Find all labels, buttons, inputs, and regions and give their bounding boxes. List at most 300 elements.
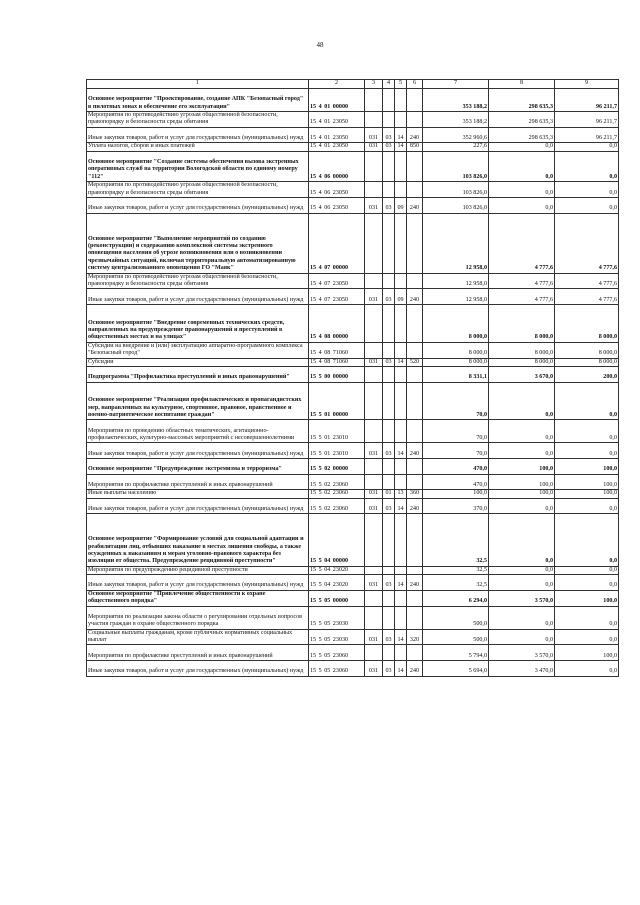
section-code: 03 (383, 443, 395, 459)
amount-year-2: 100,0 (489, 474, 555, 490)
amount-year-3: 0,0 (555, 575, 619, 591)
subsection-code (395, 342, 407, 358)
expense-type-code (407, 342, 423, 358)
amount-year-1: 70,0 (423, 420, 489, 443)
table-row (87, 645, 619, 661)
row-name: Социальные выплаты гражданам, кроме публичных нормативных социальных выплат (87, 629, 309, 645)
ministry-code (365, 514, 383, 567)
row-name: Иные закупки товаров, работ и услуг для государственных (муниципальных) нужд (87, 498, 309, 514)
row-name: Мероприятия по предупреждению рецидивной преступности (87, 566, 309, 574)
expense-type-code (407, 182, 423, 198)
amount-year-3: 0,0 (555, 629, 619, 645)
amount-year-2: 4 777,6 (489, 213, 555, 273)
target-article-code: 15 5 05 00000 (309, 590, 365, 606)
section-code (383, 420, 395, 443)
expense-type-code: 240 (407, 575, 423, 591)
row-name: Иные закупки товаров, работ и услуг для государственных (муниципальных) нужд (87, 127, 309, 143)
ministry-code (365, 590, 383, 606)
amount-year-2: 3 570,0 (489, 645, 555, 661)
target-article-code: 15 4 01 00000 (309, 89, 365, 112)
table-row (87, 590, 619, 606)
table-row (87, 566, 619, 574)
section-code: 03 (383, 629, 395, 645)
expense-type-code (407, 382, 423, 420)
expense-type-code (407, 112, 423, 128)
target-article-code: 15 4 01 23050 (309, 127, 365, 143)
subsection-code: 14 (395, 143, 407, 151)
row-name: Иные выплаты населению (87, 490, 309, 498)
expense-type-code (407, 566, 423, 574)
row-name: Мероприятия по противодействию угрозам общественной безопасности, правопорядку и безопасности среды обитания (87, 273, 309, 289)
amount-year-3: 4 777,6 (555, 289, 619, 305)
amount-year-3: 0,0 (555, 566, 619, 574)
target-article-code: 15 4 06 23050 (309, 198, 365, 214)
amount-year-3: 0,0 (555, 514, 619, 567)
section-code (383, 606, 395, 629)
target-article-code: 15 5 01 23010 (309, 420, 365, 443)
ministry-code: 031 (365, 629, 383, 645)
table-row (87, 420, 619, 443)
amount-year-3: 8 000,0 (555, 342, 619, 358)
amount-year-3: 0,0 (555, 382, 619, 420)
subsection-code (395, 213, 407, 273)
subsection-code (395, 305, 407, 343)
table-row (87, 213, 619, 273)
header-cell: 7 (423, 80, 489, 89)
amount-year-1: 12 958,0 (423, 289, 489, 305)
target-article-code: 15 4 06 00000 (309, 151, 365, 181)
amount-year-2: 0,0 (489, 151, 555, 181)
amount-year-3: 0,0 (555, 182, 619, 198)
amount-year-3: 100,0 (555, 459, 619, 475)
table-row (87, 151, 619, 181)
amount-year-1: 353 188,2 (423, 112, 489, 128)
amount-year-2: 0,0 (489, 498, 555, 514)
row-name: Мероприятия по противодействию угрозам общественной безопасности, правопорядку и безопасности среды обитания (87, 112, 309, 128)
amount-year-2: 0,0 (489, 514, 555, 567)
subsection-code: 14 (395, 443, 407, 459)
amount-year-3: 96 211,7 (555, 89, 619, 112)
amount-year-1: 70,0 (423, 443, 489, 459)
table-row (87, 606, 619, 629)
subsection-code: 13 (395, 490, 407, 498)
table-row (87, 89, 619, 112)
amount-year-2: 4 777,6 (489, 289, 555, 305)
subsection-code: 14 (395, 127, 407, 143)
table-row (87, 342, 619, 358)
ministry-code (365, 645, 383, 661)
amount-year-3: 4 777,6 (555, 213, 619, 273)
expense-type-code: 240 (407, 443, 423, 459)
subsection-code (395, 566, 407, 574)
ministry-code (365, 459, 383, 475)
amount-year-3: 8 000,0 (555, 305, 619, 343)
section-code (383, 474, 395, 490)
table-row (87, 474, 619, 490)
section-code: 03 (383, 575, 395, 591)
amount-year-2: 0,0 (489, 443, 555, 459)
table-row (87, 358, 619, 366)
amount-year-3: 100,0 (555, 645, 619, 661)
amount-year-2: 8 000,0 (489, 305, 555, 343)
ministry-code: 031 (365, 443, 383, 459)
table-row (87, 661, 619, 677)
header-cell: 6 (407, 80, 423, 89)
amount-year-1: 12 958,0 (423, 213, 489, 273)
expense-type-code (407, 367, 423, 383)
ministry-code: 031 (365, 198, 383, 214)
expense-type-code: 520 (407, 358, 423, 366)
table-row (87, 514, 619, 567)
amount-year-2: 0,0 (489, 606, 555, 629)
amount-year-2: 8 000,0 (489, 342, 555, 358)
table-row (87, 289, 619, 305)
subsection-code (395, 182, 407, 198)
row-name: Основное мероприятие "Внедрение современных технических средств, направленных на предупреждение правонарушений и преступлений в общественных местах и на улицах" (87, 305, 309, 343)
amount-year-1: 103 826,0 (423, 182, 489, 198)
amount-year-2: 3 570,0 (489, 590, 555, 606)
amount-year-3: 96 211,7 (555, 127, 619, 143)
row-name: Основное мероприятие "Реализация профилактических и пропагандистских мер, направленных на культурное, спортивное, правовое, нравственное и военно-патриотическое воспитание граждан" (87, 382, 309, 420)
section-code (383, 645, 395, 661)
ministry-code: 031 (365, 490, 383, 498)
amount-year-1: 5 794,0 (423, 645, 489, 661)
ministry-code: 031 (365, 127, 383, 143)
subsection-code: 09 (395, 289, 407, 305)
amount-year-1: 470,0 (423, 474, 489, 490)
amount-year-1: 352 960,6 (423, 127, 489, 143)
target-article-code: 15 5 01 00000 (309, 382, 365, 420)
subsection-code (395, 367, 407, 383)
section-code (383, 590, 395, 606)
subsection-code (395, 420, 407, 443)
expense-type-code (407, 273, 423, 289)
table-row (87, 182, 619, 198)
amount-year-1: 5 694,0 (423, 661, 489, 677)
header-row (87, 80, 619, 89)
section-code (383, 342, 395, 358)
amount-year-1: 470,0 (423, 459, 489, 475)
ministry-code (365, 151, 383, 181)
row-name: Основное мероприятие "Формирование условий для социальной адаптации и реабилитации лиц, отбывших наказание в местах лишения свободы, а также осужденных к наказаниям и мерам уголовно-правового характера без изоляции от общества. Предупреждение рецидивной преступности" (87, 514, 309, 567)
subsection-code (395, 474, 407, 490)
expense-type-code (407, 474, 423, 490)
table-row (87, 382, 619, 420)
header-cell: 2 (309, 80, 365, 89)
amount-year-1: 500,0 (423, 606, 489, 629)
subsection-code (395, 645, 407, 661)
subsection-code (395, 382, 407, 420)
expense-type-code (407, 459, 423, 475)
target-article-code: 15 5 04 23020 (309, 566, 365, 574)
amount-year-2: 3 670,0 (489, 367, 555, 383)
row-name: Иные закупки товаров, работ и услуг для государственных (муниципальных) нужд (87, 661, 309, 677)
section-code: 03 (383, 498, 395, 514)
amount-year-1: 353 188,2 (423, 89, 489, 112)
amount-year-1: 8 331,1 (423, 367, 489, 383)
amount-year-1: 6 294,0 (423, 590, 489, 606)
ministry-code (365, 182, 383, 198)
ministry-code (365, 382, 383, 420)
amount-year-3: 200,0 (555, 367, 619, 383)
subsection-code (395, 590, 407, 606)
amount-year-3: 4 777,6 (555, 273, 619, 289)
amount-year-2: 298 635,3 (489, 112, 555, 128)
expense-type-code (407, 151, 423, 181)
amount-year-2: 0,0 (489, 420, 555, 443)
amount-year-1: 70,0 (423, 382, 489, 420)
amount-year-1: 32,5 (423, 575, 489, 591)
header-cell: 8 (489, 80, 555, 89)
amount-year-1: 227,6 (423, 143, 489, 151)
row-name: Мероприятия по профилактике преступлений и иных правонарушений (87, 474, 309, 490)
row-name: Мероприятия по противодействию угрозам общественной безопасности, правопорядку и безопасности среды обитания (87, 182, 309, 198)
row-name: Уплата налогов, сборов и иных платежей (87, 143, 309, 151)
amount-year-2: 0,0 (489, 143, 555, 151)
row-name: Основное мероприятие "Выполнение мероприятий по созданию (реконструкции) и содержанию комплексной системы экстренного оповещения населения об угрозе возникновения или о возникновении чрезвычайных ситуаций, включая территориальную автоматизированную систему централизованного оповещения ГО "Маяк" (87, 213, 309, 273)
amount-year-2: 4 777,6 (489, 273, 555, 289)
target-article-code: 15 4 06 23050 (309, 182, 365, 198)
table-row (87, 490, 619, 498)
budget-table (86, 79, 619, 677)
amount-year-1: 370,0 (423, 498, 489, 514)
row-name: Иные закупки товаров, работ и услуг для государственных (муниципальных) нужд (87, 289, 309, 305)
ministry-code: 031 (365, 575, 383, 591)
target-article-code: 15 4 08 71060 (309, 358, 365, 366)
row-name: Основное мероприятие "Предупреждение экстремизма и терроризма" (87, 459, 309, 475)
section-code (383, 89, 395, 112)
amount-year-2: 3 470,0 (489, 661, 555, 677)
subsection-code (395, 89, 407, 112)
table-row (87, 305, 619, 343)
amount-year-1: 8 000,0 (423, 358, 489, 366)
subsection-code (395, 151, 407, 181)
table-row (87, 575, 619, 591)
amount-year-1: 32,5 (423, 514, 489, 567)
section-code: 03 (383, 127, 395, 143)
amount-year-3: 0,0 (555, 661, 619, 677)
subsection-code: 14 (395, 629, 407, 645)
row-name: Иные закупки товаров, работ и услуг для государственных (муниципальных) нужд (87, 575, 309, 591)
section-code (383, 305, 395, 343)
header-cell: 1 (87, 80, 309, 89)
row-name: Основное мероприятие "Привлечение общественности к охране общественного порядка" (87, 590, 309, 606)
expense-type-code (407, 89, 423, 112)
row-name: Мероприятия по проведению областных тематических, агитационно-профилактических, культурно-массовых мероприятий с несовершеннолетними (87, 420, 309, 443)
expense-type-code (407, 305, 423, 343)
ministry-code (365, 213, 383, 273)
amount-year-1: 12 958,0 (423, 273, 489, 289)
row-name: Подпрограмма "Профилактика преступлений и иных правонарушений" (87, 367, 309, 383)
table-row (87, 127, 619, 143)
amount-year-2: 0,0 (489, 566, 555, 574)
target-article-code: 15 4 07 23050 (309, 289, 365, 305)
amount-year-1: 500,0 (423, 629, 489, 645)
ministry-code (365, 305, 383, 343)
target-article-code: 15 5 02 23060 (309, 498, 365, 514)
section-code (383, 382, 395, 420)
ministry-code (365, 420, 383, 443)
target-article-code: 15 5 05 23030 (309, 606, 365, 629)
ministry-code (365, 566, 383, 574)
subsection-code: 14 (395, 498, 407, 514)
expense-type-code: 240 (407, 498, 423, 514)
amount-year-3: 0,0 (555, 606, 619, 629)
amount-year-2: 0,0 (489, 575, 555, 591)
amount-year-3: 100,0 (555, 590, 619, 606)
amount-year-1: 103 826,0 (423, 151, 489, 181)
target-article-code: 15 5 02 23060 (309, 490, 365, 498)
ministry-code: 031 (365, 358, 383, 366)
amount-year-2: 0,0 (489, 182, 555, 198)
amount-year-1: 103 826,0 (423, 198, 489, 214)
target-article-code: 15 4 01 23050 (309, 112, 365, 128)
section-code (383, 273, 395, 289)
expense-type-code: 240 (407, 289, 423, 305)
table-row (87, 198, 619, 214)
section-code (383, 213, 395, 273)
ministry-code: 031 (365, 143, 383, 151)
row-name: Основное мероприятие "Создание системы обеспечения вызова экстренных оперативных служб на территории Вологодской области по единому номеру "112" (87, 151, 309, 181)
subsection-code: 14 (395, 575, 407, 591)
row-name: Субсидии (87, 358, 309, 366)
header-cell: 9 (555, 80, 619, 89)
expense-type-code: 240 (407, 198, 423, 214)
table-row (87, 143, 619, 151)
ministry-code: 031 (365, 498, 383, 514)
expense-type-code (407, 590, 423, 606)
row-name: Субсидии на внедрение и (или) эксплуатацию аппаратно-программного комплекса "Безопасный город" (87, 342, 309, 358)
amount-year-3: 8 000,0 (555, 358, 619, 366)
table-row (87, 498, 619, 514)
row-name: Иные закупки товаров, работ и услуг для государственных (муниципальных) нужд (87, 198, 309, 214)
expense-type-code (407, 606, 423, 629)
subsection-code (395, 514, 407, 567)
amount-year-1: 32,5 (423, 566, 489, 574)
amount-year-2: 298 635,3 (489, 89, 555, 112)
ministry-code (365, 112, 383, 128)
section-code (383, 112, 395, 128)
target-article-code: 15 4 08 71060 (309, 342, 365, 358)
section-code (383, 514, 395, 567)
target-article-code: 15 5 04 23020 (309, 575, 365, 591)
ministry-code (365, 89, 383, 112)
table-row (87, 367, 619, 383)
amount-year-3: 0,0 (555, 443, 619, 459)
target-article-code: 15 5 05 23030 (309, 629, 365, 645)
expense-type-code (407, 514, 423, 567)
amount-year-2: 0,0 (489, 198, 555, 214)
expense-type-code: 320 (407, 629, 423, 645)
target-article-code: 15 5 00 00000 (309, 367, 365, 383)
section-code: 03 (383, 289, 395, 305)
ministry-code: 031 (365, 289, 383, 305)
table-row (87, 273, 619, 289)
subsection-code (395, 606, 407, 629)
target-article-code: 15 4 08 00000 (309, 305, 365, 343)
section-code: 03 (383, 143, 395, 151)
expense-type-code (407, 645, 423, 661)
subsection-code: 09 (395, 198, 407, 214)
table-row (87, 443, 619, 459)
amount-year-2: 8 000,0 (489, 358, 555, 366)
amount-year-2: 100,0 (489, 490, 555, 498)
amount-year-2: 298 635,3 (489, 127, 555, 143)
row-name: Основное мероприятие "Проектирование, создание АПК "Безопасный город" в пилотных зонах и обеспечение его эксплуатации" (87, 89, 309, 112)
row-name: Иные закупки товаров, работ и услуг для государственных (муниципальных) нужд (87, 443, 309, 459)
page-number: 48 (316, 41, 324, 49)
amount-year-3: 0,0 (555, 198, 619, 214)
ministry-code (365, 474, 383, 490)
amount-year-3: 96 211,7 (555, 112, 619, 128)
amount-year-1: 8 000,0 (423, 305, 489, 343)
amount-year-2: 100,0 (489, 459, 555, 475)
subsection-code: 14 (395, 661, 407, 677)
ministry-code: 031 (365, 661, 383, 677)
amount-year-3: 100,0 (555, 474, 619, 490)
section-code: 03 (383, 661, 395, 677)
amount-year-3: 0,0 (555, 151, 619, 181)
amount-year-1: 100,0 (423, 490, 489, 498)
amount-year-3: 0,0 (555, 143, 619, 151)
target-article-code: 15 5 05 23060 (309, 645, 365, 661)
section-code (383, 459, 395, 475)
amount-year-3: 0,0 (555, 498, 619, 514)
target-article-code: 15 5 05 23060 (309, 661, 365, 677)
expense-type-code: 240 (407, 661, 423, 677)
row-name: Мероприятия по реализации закона области о регулировании отдельных вопросов участия граждан в охране общественного порядка (87, 606, 309, 629)
header-cell: 4 (383, 80, 395, 89)
subsection-code (395, 459, 407, 475)
amount-year-2: 0,0 (489, 629, 555, 645)
target-article-code: 15 4 07 00000 (309, 213, 365, 273)
expense-type-code (407, 213, 423, 273)
expense-type-code: 240 (407, 127, 423, 143)
amount-year-2: 0,0 (489, 382, 555, 420)
section-code (383, 566, 395, 574)
target-article-code: 15 4 07 23050 (309, 273, 365, 289)
section-code (383, 367, 395, 383)
expense-type-code: 360 (407, 490, 423, 498)
amount-year-3: 100,0 (555, 490, 619, 498)
target-article-code: 15 5 02 00000 (309, 459, 365, 475)
subsection-code (395, 273, 407, 289)
section-code (383, 151, 395, 181)
target-article-code: 15 5 01 23010 (309, 443, 365, 459)
section-code: 03 (383, 358, 395, 366)
ministry-code (365, 367, 383, 383)
ministry-code (365, 273, 383, 289)
amount-year-1: 8 000,0 (423, 342, 489, 358)
ministry-code (365, 342, 383, 358)
header-cell: 5 (395, 80, 407, 89)
table-row (87, 629, 619, 645)
ministry-code (365, 606, 383, 629)
subsection-code: 14 (395, 358, 407, 366)
amount-year-3: 0,0 (555, 420, 619, 443)
expense-type-code: 850 (407, 143, 423, 151)
target-article-code: 15 5 02 23060 (309, 474, 365, 490)
target-article-code: 15 4 01 23050 (309, 143, 365, 151)
section-code: 03 (383, 198, 395, 214)
table-row (87, 459, 619, 475)
table-row (87, 112, 619, 128)
row-name: Мероприятия по профилактике преступлений и иных правонарушений (87, 645, 309, 661)
expense-type-code (407, 420, 423, 443)
section-code: 01 (383, 490, 395, 498)
subsection-code (395, 112, 407, 128)
section-code (383, 182, 395, 198)
